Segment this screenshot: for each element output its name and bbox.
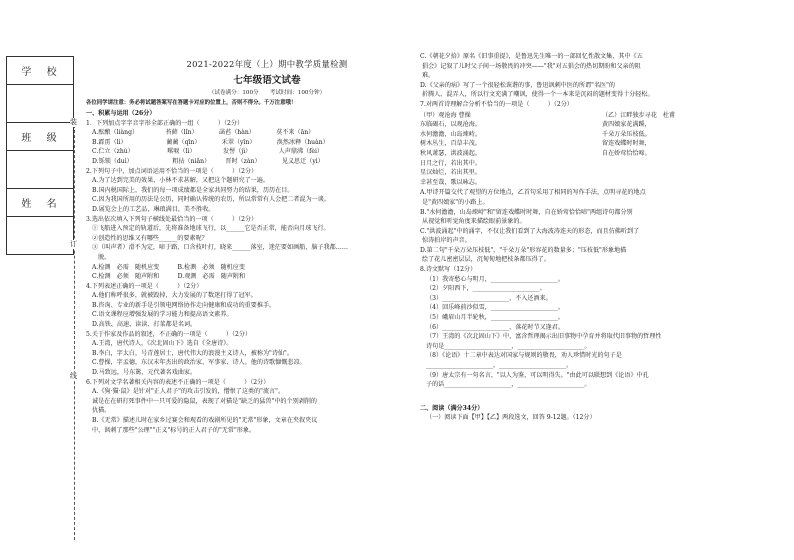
text-line: （2）夕阳西下，______________________。 xyxy=(426,285,546,293)
text-line: D.马致远，号东篱，元代著名戏曲家。 xyxy=(92,369,197,377)
poem-line: 东临碣石，以观沧海。 xyxy=(420,121,481,129)
text-line: C.伫立（zhù） 啭唳（lì） 发髻（jì） 人声鼎沸（fèi） xyxy=(92,148,324,156)
text-line: D.铄锁（duì） 粗拈（niǎn） 晋时（zàn） 见义思迁（yì） xyxy=(92,157,324,165)
text-line: 3.选出依次填入下列句子横线处最恰当的一项（ ）（2分） xyxy=(86,215,258,223)
right-bottom-lines xyxy=(420,404,782,423)
poem-jia xyxy=(420,111,580,188)
text-line: A.酝酿（liàng） 苔藓（lǐn） 菡萏（hàn） 莫不来（ān） xyxy=(92,129,315,137)
poems-block xyxy=(420,111,782,188)
text-line: B.国内税国际上，我们的每一项成绩都是全家共同努力的结果，历历在目。 xyxy=(92,186,294,194)
right-mid-lines xyxy=(420,188,782,389)
text-line: ②创造性的思维又有哪些______的要素呢？ xyxy=(92,234,208,242)
exam-notice: 各位同学请注意：务必将试题答案写在答题卡对应的位置上，否则不得分。千万注意哦！ xyxy=(86,100,297,106)
text-line: D.高铁、高速、读读、打菜都是名词。 xyxy=(92,321,197,329)
text-line: 诚是在在研打死事件中一只可爱的隐鼠，表现了对猫是"缺乏的猛兽"中的个别剥削的 xyxy=(92,397,317,405)
exam-title: 七年级语文试卷 xyxy=(233,75,301,86)
text-line: 子的话______________________，______________________。 xyxy=(426,381,591,389)
poem-line: 水何澹澹，山岛竦峙。 xyxy=(420,130,481,138)
left-column xyxy=(86,58,408,435)
text-line: A.《狗·猫·鼠》是针对"正人君子"的攻击引发的，憎恨了这类的"流言"。 xyxy=(92,388,285,396)
exam-meta: （试卷满分：100分 考试时间：100分钟） xyxy=(208,90,326,96)
exam-year-line: 2021-2022年度（上）期中教学质量检测 xyxy=(186,59,348,69)
school-label: 学 校 xyxy=(7,57,74,85)
text-line: 中，讽刺了那些"公理""正义"标号的正人君子的"无常"形象。 xyxy=(92,426,256,434)
poem-line: 幸甚至哉，歌以咏志。 xyxy=(420,178,481,186)
text-line: 是"黄四娘家"的小路上。 xyxy=(422,198,489,206)
text-line: （6）______________________，落花时节又逢君。 xyxy=(426,323,564,331)
text-line: C.《朝花夕拾》原名《旧事重提》，是鲁迅先生唯一的一部回忆性散文集，其中《五 xyxy=(420,53,643,60)
text-line: （4）回乐峰前沙似雪，______________________。 xyxy=(426,304,564,312)
text-line: 5.关于作家及作品的叙述，不正确的一项是（ ）（2分） xyxy=(86,330,252,338)
poem-line: 留连戏蝶时时舞， xyxy=(602,140,651,148)
left-question-lines xyxy=(86,109,408,435)
text-line: 绘了花儿密密层层，沉甸甸地把枝条都压得了。 xyxy=(422,256,550,264)
text-line: 8.诗文默写（12分） xyxy=(420,266,477,274)
text-line: 4.下列表述正确的一项是（ ）（2分） xyxy=(86,282,203,290)
text-line: D.第二句"千朵万朵压枝低"，"千朵万朵"形容花的数量多；"压枝低"形象地描 xyxy=(420,246,627,254)
text-line: ______________________，______________________。 xyxy=(426,362,573,369)
seal-char-ding: 订 xyxy=(70,240,77,248)
text-line: 2.下列句子中，加点词语运用不恰当的一项是（ ）（2分） xyxy=(86,167,258,175)
text-line: （7）王湾的《次北固山下》中，富含哲理揭示出旧事物中孕育并将取代旧事物的哲理性 xyxy=(426,333,662,341)
text-line: B."水何澹澹，山岛竦峙"和"留连戏蝶时时舞，自在娇莺恰恰啼"两组诗句都分别 xyxy=(420,208,633,216)
text-line: （3）______________________，不入还酒来。 xyxy=(426,294,552,302)
text-line: 仇猫。 xyxy=(92,407,111,415)
text-line: A.检测 必需 随机应变 B.检测 必须 随机应变 xyxy=(92,263,245,271)
text-line: 7.对两首诗理解合分析不恰当的一项是（ ）（2分） xyxy=(420,100,573,108)
right-top-lines xyxy=(420,52,782,110)
text-line: 1．下列加点字字音字形全部正确的一组（ ）（2分） xyxy=(86,119,244,127)
text-line: A.他们称呼很多，就被毁掉，大力发展的了数迷打得了冠军。 xyxy=(92,292,257,300)
text-line: C."洪波涌起"中的涌字，不仅让我们看到了大海波涛连天的形态，而且仿佛听到了 xyxy=(420,227,640,235)
class-label: 班 级 xyxy=(7,123,74,151)
text-line: （8）《论语》十二章中表达对国家与规则的敬畏，劝人珍惜时光的句子是 xyxy=(426,352,622,360)
name-blank[interactable] xyxy=(7,217,74,255)
class-blank[interactable] xyxy=(7,151,74,189)
poem-yi xyxy=(602,111,762,188)
poem-line: 星汉灿烂，若出其里。 xyxy=(420,169,481,177)
text-line: D.展览会上的工艺品，琳琅满目，美不胜收。 xyxy=(92,205,215,213)
text-line: B.《无常》描述儿时在家乡过赛会和观看的戏剧所见的"无常"形象，文章在夹叙夹议 xyxy=(92,417,318,424)
text-line: 折腾人、混弄人，所以行文充满了嘲讽，使得一个一本来是沉闷的题材变得十分轻松。 xyxy=(422,91,654,99)
text-line: A.为了达到完美的效果，小林不求甚解，又把这个题研究了一遍。 xyxy=(92,177,269,185)
text-line: 难。 xyxy=(422,72,435,80)
seal-char-xian: 线 xyxy=(70,372,77,380)
seal-char-zhuang: 装 xyxy=(70,118,77,126)
text-line: B.咨询、专业的新手是引领电网络协作走向健康和成功的重要推手。 xyxy=(92,301,276,309)
poem-line: 自在娇莺恰恰啼。 xyxy=(602,149,651,157)
text-line: （5）峨眉山月半轮秋，______________________。 xyxy=(426,314,564,322)
text-line: （1）我寄愁心与明月，______________________。 xyxy=(426,275,564,283)
text-line: （一）阅读下面【甲】【乙】两段选文，回答 9-12题。（12分） xyxy=(426,414,596,422)
text-line: 二、阅读（满分34分） xyxy=(420,404,484,412)
text-line: ③（叫声者）滑不为定，啼于路，口含枝叶打，晓来______落室，迷茫要如画船，脑子我都…… xyxy=(92,244,348,252)
text-line: C.因为我国所用的历法是公历，同时确认传统的农历，所以常常有人会把二者混为一谈。 xyxy=(92,196,330,204)
poem-line: 黄四娘家花满蹊， xyxy=(602,121,651,129)
text-line: B.李白，字太白，号青莲居士，唐代伟大的浪漫主义诗人，被称为"诗仙"。 xyxy=(92,349,293,357)
text-line: 从视觉和听觉角度来描绘眼前景象的。 xyxy=(422,218,526,226)
text-line: ①飞船进入预定的轨道后，先将准备地球飞行，以______它是否正常，能否向月球飞行。 xyxy=(92,225,330,233)
text-line: 惊涛拍岸的声音。 xyxy=(422,237,471,245)
poem-line: 日月之行，若出其中。 xyxy=(420,159,481,167)
text-line: 猖会》记叙了儿时父子间一场敬畏的冲突——"我"对五猖会的热切期盼和父亲的阻 xyxy=(422,62,641,70)
text-line: C.语文课程应增强发展的学习能力和提高语文素养。 xyxy=(92,311,233,319)
text-line: 6.下列对文学名著相关内容的表述不正确的一项是（ ）（2分） xyxy=(86,378,270,386)
text-line: 一、积累与运用（26分） xyxy=(86,110,156,117)
text-line: A.甲诗开篇交代了观望的方位地点，乙首句采用了相同的写作手法，点明寻花的地点 xyxy=(420,189,646,197)
text-line: 脱。 xyxy=(92,253,111,261)
text-line: C.检测 必须 随声附和 D.观测 必需 随声附和 xyxy=(92,273,246,281)
text-line: C.曹操，字孟德，东汉末年杰出的政治家、军事家、诗人。他的诗歌慷慨悲凉。 xyxy=(92,359,306,367)
student-info-table xyxy=(6,56,74,255)
text-line: A.王湾，唐代诗人，《次北固山下》选自《全唐诗》。 xyxy=(92,340,233,348)
name-label: 姓 名 xyxy=(7,189,74,217)
poem-jia-heading: （甲）观沧海 曹操 xyxy=(420,111,471,119)
poem-yi-heading: （乙）江畔独步寻花 杜甫 xyxy=(602,111,676,119)
binding-line xyxy=(74,120,75,540)
poem-line: 秋风萧瑟，洪波涌起。 xyxy=(420,149,481,157)
school-blank[interactable] xyxy=(7,85,74,123)
text-line: D.《父亲的病》写了一个很轻松诙谐的事，鲁迅讽刺中医的所谓"名医"的 xyxy=(420,81,616,89)
poem-line: 千朵万朵压枝低。 xyxy=(602,130,651,138)
text-line: B.霹雳（lì） 蔺蔺（qīn） 禾翠（yīn） 涣然冰释（huàn） xyxy=(92,138,329,146)
text-line: （9）唐太宗有一句名言，"以人为鉴，可以明得失。"由此可以联想到《论语》中孔 xyxy=(426,371,649,379)
poem-line: 树木丛生，百草丰茂。 xyxy=(420,140,481,148)
right-column xyxy=(420,52,782,423)
text-line: 诗句是______________________，______________________。 xyxy=(426,342,591,350)
